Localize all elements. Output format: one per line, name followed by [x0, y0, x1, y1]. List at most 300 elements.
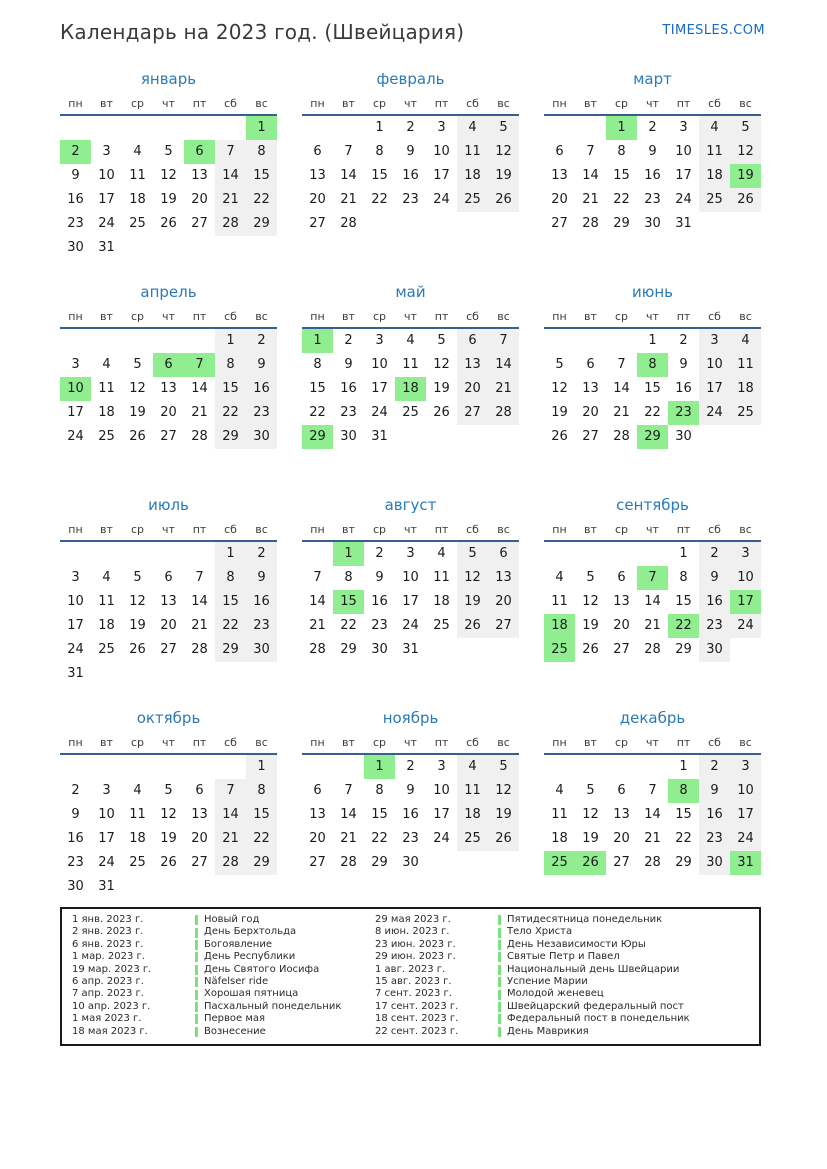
empty-cell [575, 755, 606, 779]
day-cell: 25 [98, 642, 115, 657]
day-cell: 26 [160, 216, 177, 231]
legend-date: 19 мар. 2023 г. [72, 963, 152, 975]
weekday-label: пн [68, 310, 83, 323]
day-cell: 6 [586, 357, 595, 372]
day-cell: 2 [648, 120, 657, 135]
day-cell: 9 [71, 168, 80, 183]
day-cell: 17 [433, 168, 450, 183]
day-cell: 16 [402, 807, 419, 822]
day-cell: 12 [129, 594, 146, 609]
weekday-label: ср [614, 736, 629, 749]
day-cell: 19 [160, 192, 177, 207]
weekday-label: пт [434, 736, 449, 749]
day-cell: 15 [644, 381, 661, 396]
day-cell: 28 [215, 212, 246, 236]
legend-date: 7 апр. 2023 г. [72, 988, 144, 1000]
day-cell: 16 [67, 192, 84, 207]
day-cell: 17 [402, 594, 419, 609]
month-april [60, 283, 277, 473]
legend-holiday-name: День Святого Иосифа [204, 963, 320, 975]
day-cell: 14 [340, 807, 357, 822]
empty-cell [457, 851, 488, 875]
day-cell: 18 [699, 164, 730, 188]
day-cell: 9 [648, 144, 657, 159]
empty-cell [215, 875, 246, 899]
day-grid [302, 116, 519, 236]
day-cell: 12 [488, 779, 519, 803]
day-cell: 26 [129, 429, 146, 444]
day-cell: 15 [333, 590, 364, 614]
weekday-label: вс [497, 736, 510, 749]
day-cell: 17 [730, 590, 761, 614]
day-cell: 8 [215, 353, 246, 377]
day-cell: 26 [575, 851, 606, 875]
empty-cell [91, 662, 122, 686]
day-cell: 27 [613, 642, 630, 657]
day-cell: 19 [551, 405, 568, 420]
day-cell: 1 [333, 542, 364, 566]
day-cell: 10 [98, 807, 115, 822]
weekday-label: чт [646, 310, 659, 323]
day-cell: 22 [246, 188, 277, 212]
day-cell: 1 [679, 759, 688, 774]
weekday-label: вт [584, 523, 597, 536]
weekday-label: чт [404, 523, 417, 536]
weekday-label: ср [372, 310, 387, 323]
day-cell: 28 [340, 216, 357, 231]
month-july [60, 496, 277, 686]
empty-cell [364, 212, 395, 236]
day-cell: 28 [582, 216, 599, 231]
day-cell: 13 [488, 566, 519, 590]
empty-cell [91, 116, 122, 140]
day-cell: 15 [371, 807, 388, 822]
day-cell: 15 [246, 164, 277, 188]
day-cell: 24 [98, 855, 115, 870]
day-cell: 15 [613, 168, 630, 183]
weekday-label: сб [466, 523, 479, 536]
day-cell: 14 [644, 807, 661, 822]
day-cell: 20 [613, 831, 630, 846]
legend-holiday-name: Святые Петр и Павел [507, 951, 620, 963]
weekday-label: пн [552, 97, 567, 110]
empty-cell [730, 212, 761, 236]
day-cell: 27 [551, 216, 568, 231]
day-cell: 23 [402, 192, 419, 207]
legend-item [498, 939, 759, 951]
day-cell: 20 [309, 192, 326, 207]
weekday-label: пн [68, 736, 83, 749]
day-cell: 10 [675, 144, 692, 159]
day-cell: 5 [457, 542, 488, 566]
day-cell: 8 [246, 779, 277, 803]
day-cell: 17 [433, 807, 450, 822]
day-cell: 13 [309, 807, 326, 822]
day-cell: 5 [730, 116, 761, 140]
day-cell: 29 [246, 212, 277, 236]
day-cell: 29 [637, 425, 668, 449]
legend-item [195, 914, 375, 926]
month-title: май [395, 283, 426, 301]
day-cell: 19 [582, 831, 599, 846]
legend-item [498, 1013, 759, 1025]
legend-holiday-name: Швейцарский федеральный пост [507, 1000, 684, 1012]
day-cell: 14 [582, 168, 599, 183]
day-grid [302, 329, 519, 449]
weekday-label: вс [497, 310, 510, 323]
empty-cell [395, 212, 426, 236]
legend-holiday-name: Пятидесятница понедельник [507, 914, 663, 925]
month-title: январь [140, 70, 197, 88]
day-cell: 3 [102, 783, 111, 798]
weekday-label: сб [466, 736, 479, 749]
weekday-label: пн [552, 310, 567, 323]
day-cell: 28 [488, 401, 519, 425]
day-cell: 6 [164, 570, 173, 585]
day-cell: 31 [67, 666, 84, 681]
day-cell: 20 [488, 590, 519, 614]
weekday-header-row [544, 94, 761, 116]
legend-item [195, 1013, 375, 1025]
month-october [60, 709, 277, 899]
day-cell: 1 [215, 542, 246, 566]
day-grid [544, 542, 761, 662]
legend-column-left [72, 914, 375, 1038]
day-cell: 24 [402, 618, 419, 633]
weekday-label: пт [192, 523, 207, 536]
empty-cell [544, 542, 575, 566]
weekday-label: пн [310, 310, 325, 323]
day-cell: 30 [644, 216, 661, 231]
day-cell: 13 [551, 168, 568, 183]
day-cell: 4 [102, 570, 111, 585]
day-cell: 7 [617, 357, 626, 372]
day-cell: 2 [71, 783, 80, 798]
day-cell: 21 [488, 377, 519, 401]
day-cell: 1 [246, 755, 277, 779]
day-cell: 3 [437, 120, 446, 135]
weekday-header-row [544, 520, 761, 542]
day-cell: 19 [730, 164, 761, 188]
day-cell: 18 [457, 164, 488, 188]
holiday-marker [498, 977, 501, 987]
month-january [60, 70, 277, 260]
day-cell: 5 [133, 570, 142, 585]
empty-cell [426, 851, 457, 875]
legend-item [195, 926, 375, 938]
day-cell: 26 [160, 855, 177, 870]
weekday-label: вс [497, 523, 510, 536]
day-cell: 19 [582, 618, 599, 633]
day-cell: 15 [246, 803, 277, 827]
day-cell: 22 [340, 618, 357, 633]
empty-cell [333, 116, 364, 140]
day-cell: 2 [246, 329, 277, 353]
weekday-label: пн [310, 523, 325, 536]
legend-date: 29 июн. 2023 г. [375, 951, 456, 963]
day-cell: 24 [67, 429, 84, 444]
holiday-marker [195, 965, 198, 975]
weekday-label: вс [739, 736, 752, 749]
day-cell: 10 [371, 357, 388, 372]
legend-date: 2 янв. 2023 г. [72, 926, 144, 938]
day-cell: 17 [67, 618, 84, 633]
day-cell: 18 [129, 192, 146, 207]
weekday-header-row [60, 307, 277, 329]
day-cell: 6 [488, 542, 519, 566]
day-cell: 12 [582, 594, 599, 609]
weekday-header-row [544, 307, 761, 329]
day-cell: 25 [730, 401, 761, 425]
day-cell: 11 [98, 381, 115, 396]
day-cell: 5 [488, 116, 519, 140]
day-cell: 28 [191, 429, 208, 444]
day-cell: 18 [730, 377, 761, 401]
day-cell: 26 [582, 642, 599, 657]
month-february [302, 70, 519, 260]
empty-cell [575, 542, 606, 566]
weekday-label: чт [162, 523, 175, 536]
weekday-header-row [302, 520, 519, 542]
weekday-label: вт [342, 97, 355, 110]
day-cell: 5 [133, 357, 142, 372]
empty-cell [184, 542, 215, 566]
day-cell: 6 [457, 329, 488, 353]
empty-cell [215, 116, 246, 140]
day-cell: 7 [637, 566, 668, 590]
day-cell: 18 [433, 594, 450, 609]
day-cell: 11 [551, 807, 568, 822]
holiday-marker [498, 1027, 501, 1037]
day-cell: 24 [67, 642, 84, 657]
day-cell: 8 [375, 144, 384, 159]
site-link[interactable]: TIMESLES.COM [662, 23, 765, 38]
day-cell: 9 [71, 807, 80, 822]
day-cell: 8 [668, 779, 699, 803]
legend-date: 18 сент. 2023 г. [375, 1013, 459, 1025]
legend-date: 1 мая 2023 г. [72, 1013, 142, 1025]
day-cell: 8 [215, 566, 246, 590]
day-cell: 18 [98, 405, 115, 420]
day-cell: 22 [668, 614, 699, 638]
empty-cell [184, 116, 215, 140]
day-cell: 13 [160, 381, 177, 396]
empty-cell [544, 329, 575, 353]
day-cell: 19 [488, 803, 519, 827]
holiday-marker [195, 915, 198, 925]
day-cell: 4 [457, 116, 488, 140]
day-cell: 20 [457, 377, 488, 401]
day-cell: 18 [98, 618, 115, 633]
empty-cell [637, 755, 668, 779]
weekday-label: вт [100, 97, 113, 110]
legend-date: 7 сент. 2023 г. [375, 988, 452, 1000]
day-cell: 10 [433, 144, 450, 159]
day-cell: 18 [395, 377, 426, 401]
weekday-label: вс [739, 523, 752, 536]
holiday-marker [498, 952, 501, 962]
legend-item [498, 976, 759, 988]
day-cell: 27 [309, 216, 326, 231]
day-cell: 14 [191, 594, 208, 609]
month-title: август [384, 496, 437, 514]
day-cell: 22 [613, 192, 630, 207]
weekday-label: вс [255, 523, 268, 536]
empty-cell [488, 638, 519, 662]
day-cell: 29 [302, 425, 333, 449]
legend-holiday-name: Новый год [204, 914, 260, 925]
day-cell: 5 [586, 570, 595, 585]
day-cell: 16 [340, 381, 357, 396]
day-cell: 21 [582, 192, 599, 207]
day-cell: 13 [191, 807, 208, 822]
empty-cell [184, 875, 215, 899]
empty-cell [395, 425, 426, 449]
weekday-label: сб [224, 523, 237, 536]
empty-cell [699, 212, 730, 236]
empty-cell [60, 329, 91, 353]
holiday-legend [60, 907, 761, 1046]
empty-cell [544, 755, 575, 779]
day-cell: 31 [730, 851, 761, 875]
day-cell: 13 [457, 353, 488, 377]
weekday-label: вт [584, 310, 597, 323]
weekday-label: ср [614, 97, 629, 110]
day-cell: 17 [675, 168, 692, 183]
weekday-label: пт [192, 736, 207, 749]
legend-date: 1 мар. 2023 г. [72, 951, 145, 963]
empty-cell [457, 638, 488, 662]
empty-cell [575, 116, 606, 140]
month-title: март [633, 70, 672, 88]
legend-date: 6 апр. 2023 г. [72, 976, 144, 988]
day-cell: 8 [344, 570, 353, 585]
holiday-marker [498, 965, 501, 975]
year-calendar-grid [60, 70, 767, 899]
day-cell: 7 [215, 140, 246, 164]
empty-cell [153, 329, 184, 353]
empty-cell [426, 638, 457, 662]
weekday-label: вт [342, 736, 355, 749]
day-cell: 16 [67, 831, 84, 846]
empty-cell [457, 212, 488, 236]
day-cell: 7 [344, 783, 353, 798]
day-grid [60, 542, 277, 686]
day-cell: 3 [730, 542, 761, 566]
day-cell: 11 [402, 357, 419, 372]
day-cell: 3 [71, 357, 80, 372]
weekday-label: пт [192, 310, 207, 323]
day-cell: 1 [215, 329, 246, 353]
holiday-marker [498, 990, 501, 1000]
legend-date: 1 янв. 2023 г. [72, 914, 144, 925]
weekday-label: вс [739, 310, 752, 323]
day-cell: 13 [613, 807, 630, 822]
day-cell: 17 [67, 405, 84, 420]
day-cell: 23 [246, 401, 277, 425]
holiday-marker [195, 928, 198, 938]
weekday-label: сб [224, 97, 237, 110]
day-cell: 3 [406, 546, 415, 561]
weekday-label: пн [552, 523, 567, 536]
day-cell: 6 [617, 570, 626, 585]
day-cell: 21 [644, 618, 661, 633]
empty-cell [91, 755, 122, 779]
weekday-label: сб [708, 310, 721, 323]
day-cell: 4 [555, 783, 564, 798]
day-cell: 18 [457, 803, 488, 827]
day-cell: 16 [246, 590, 277, 614]
empty-cell [122, 236, 153, 260]
day-cell: 11 [457, 779, 488, 803]
day-cell: 11 [129, 168, 146, 183]
day-cell: 16 [246, 377, 277, 401]
day-cell: 9 [406, 783, 415, 798]
empty-cell [91, 542, 122, 566]
day-cell: 4 [406, 333, 415, 348]
empty-cell [184, 755, 215, 779]
weekday-label: вт [100, 310, 113, 323]
empty-cell [215, 662, 246, 686]
empty-cell [122, 662, 153, 686]
legend-date: 22 сент. 2023 г. [375, 1025, 459, 1037]
weekday-label: ср [372, 736, 387, 749]
weekday-label: пт [434, 310, 449, 323]
day-cell: 20 [582, 405, 599, 420]
day-cell: 26 [457, 614, 488, 638]
holiday-marker [498, 928, 501, 938]
day-grid [302, 755, 519, 875]
day-cell: 12 [730, 140, 761, 164]
empty-cell [122, 875, 153, 899]
day-cell: 19 [160, 831, 177, 846]
day-cell: 9 [344, 357, 353, 372]
legend-date: 23 июн. 2023 г. [375, 938, 456, 950]
empty-cell [575, 329, 606, 353]
day-cell: 12 [160, 168, 177, 183]
empty-cell [333, 755, 364, 779]
month-title: апрель [140, 283, 197, 301]
day-cell: 30 [699, 851, 730, 875]
day-cell: 8 [375, 783, 384, 798]
day-cell: 3 [730, 755, 761, 779]
weekday-label: ср [372, 523, 387, 536]
day-cell: 30 [246, 425, 277, 449]
day-cell: 30 [371, 642, 388, 657]
holiday-marker [195, 1027, 198, 1037]
day-cell: 25 [457, 188, 488, 212]
day-cell: 9 [406, 144, 415, 159]
day-cell: 22 [644, 405, 661, 420]
empty-cell [215, 236, 246, 260]
legend-item [195, 1001, 375, 1013]
day-cell: 30 [246, 638, 277, 662]
day-cell: 12 [433, 357, 450, 372]
empty-cell [60, 755, 91, 779]
month-november [302, 709, 519, 899]
day-cell: 31 [675, 216, 692, 231]
weekday-label: вт [342, 523, 355, 536]
empty-cell [730, 638, 761, 662]
day-cell: 17 [98, 192, 115, 207]
day-cell: 1 [679, 546, 688, 561]
month-may [302, 283, 519, 473]
day-cell: 31 [402, 642, 419, 657]
day-cell: 10 [60, 377, 91, 401]
day-cell: 4 [437, 546, 446, 561]
day-cell: 10 [402, 570, 419, 585]
day-cell: 21 [309, 618, 326, 633]
